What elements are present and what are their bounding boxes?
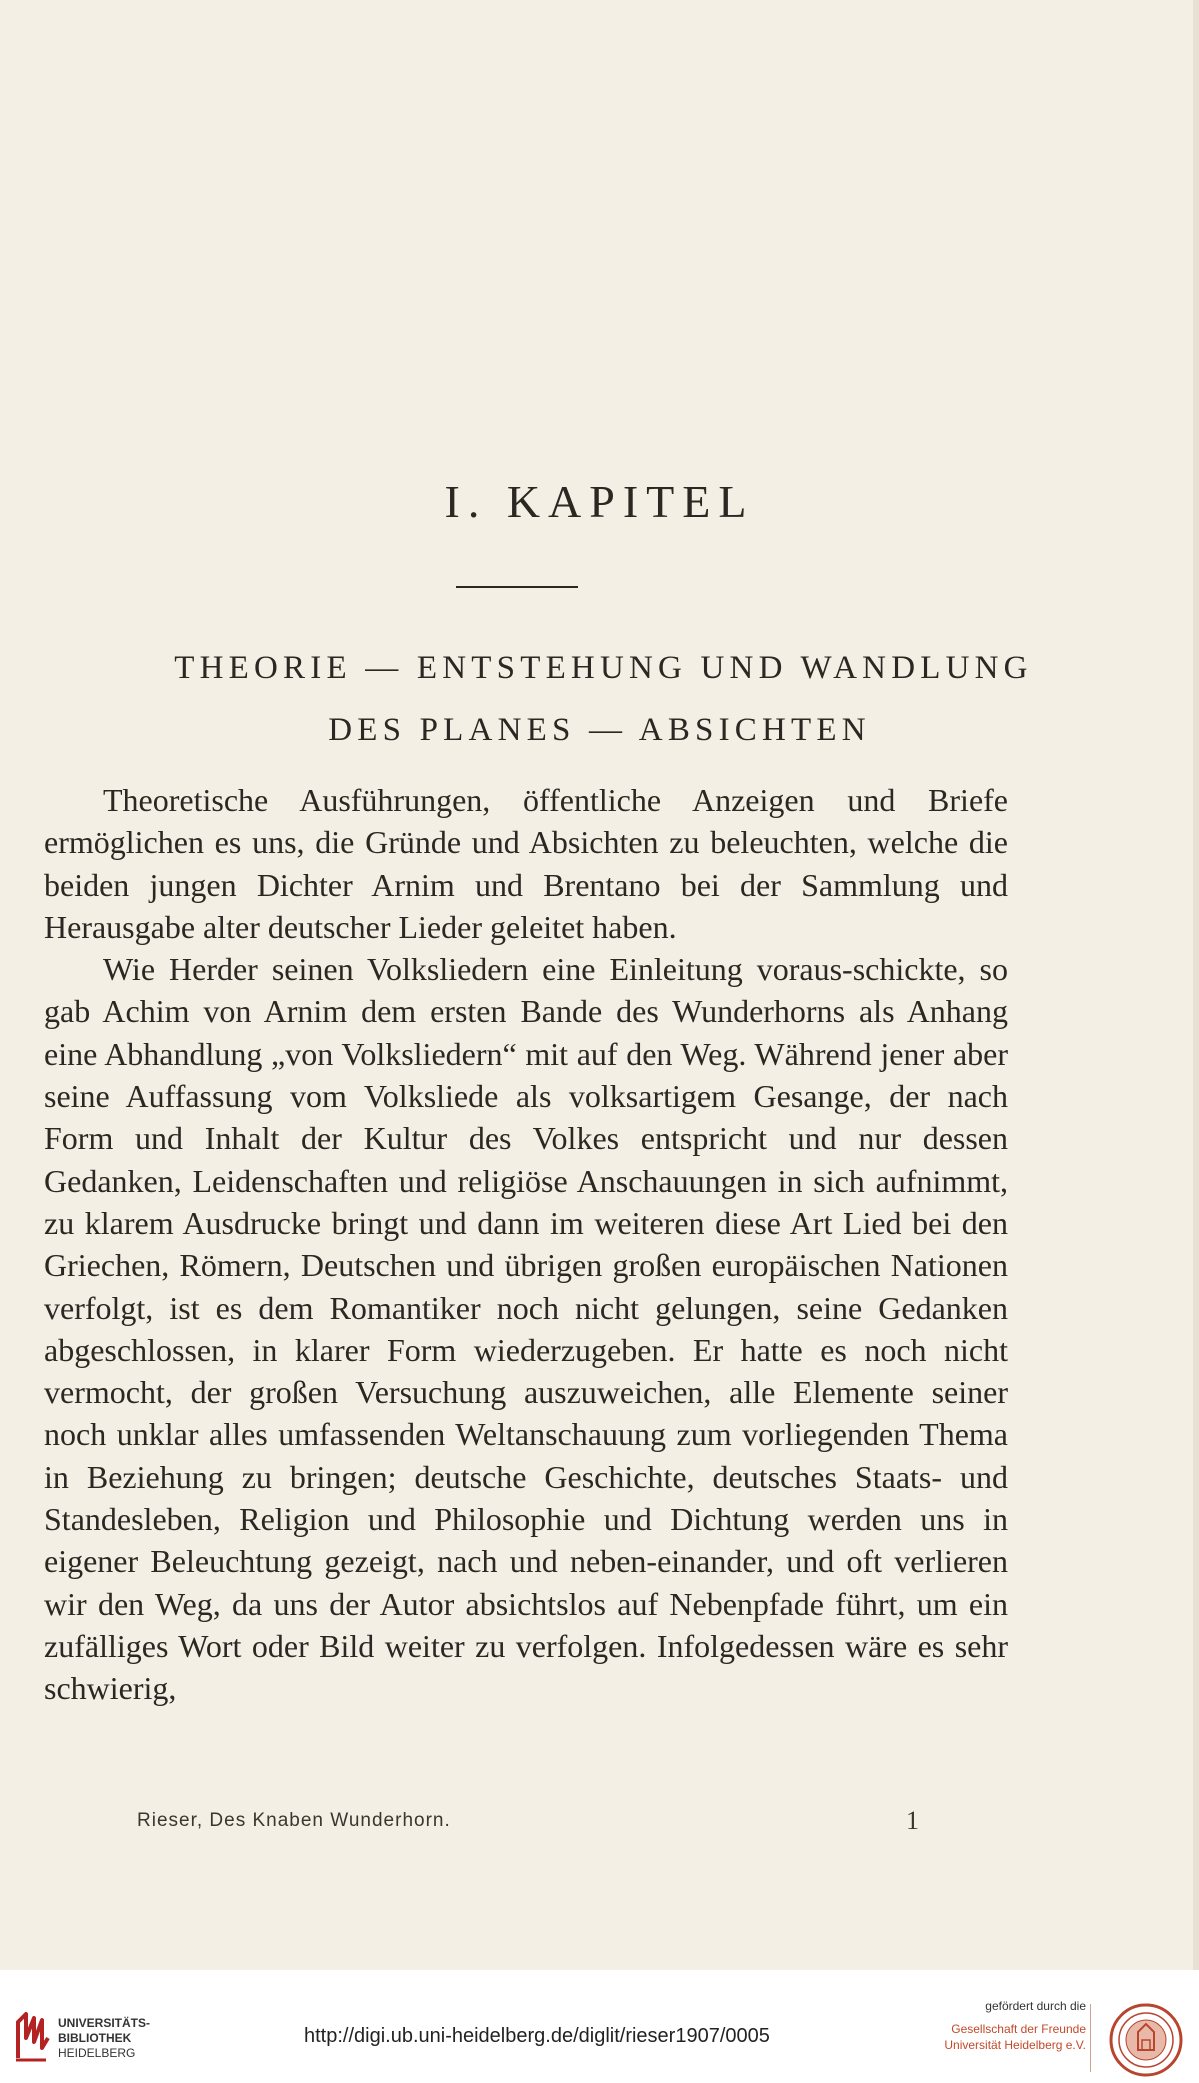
book-signature: Rieser, Des Knaben Wunderhorn.: [137, 1810, 451, 1831]
library-line1: UNIVERSITÄTS-: [58, 2016, 151, 2030]
sponsor-block: [906, 1999, 1086, 2053]
library-line3: HEIDELBERG: [58, 2046, 136, 2060]
permalink-url[interactable]: http://digi.ub.uni-heidelberg.de/diglit/rieser1907/0005: [304, 2025, 770, 2047]
page-number: 1: [906, 1806, 920, 1835]
paragraph-1: Theoretische Ausführungen, öffentliche Anzeigen und Briefe ermöglichen es uns, die Gründe und Absichten zu beleuchten, welche die beiden jungen Dichter Arnim und Brentano bei der Sammlung und Herausgabe alter deutscher Lieder geleitet haben.: [44, 782, 1008, 945]
chapter-subtitle-line1: THEORIE — ENTSTEHUNG UND WANDLUNG: [174, 650, 1033, 686]
sponsor-org-line2: Universität Heidelberg e.V.: [944, 2038, 1086, 2052]
library-logo-icon: [12, 2008, 52, 2064]
sponsor-label: gefördert durch die: [985, 1999, 1086, 2013]
body-text: [44, 779, 1008, 1710]
library-name: [58, 2016, 178, 2061]
library-line2: BIBLIOTHEK: [58, 2031, 132, 2045]
chapter-subtitle-line2: DES PLANES — ABSICHTEN: [328, 712, 871, 748]
paragraph-2: Wie Herder seinen Volksliedern eine Einleitung voraus-schickte, so gab Achim von Arnim dem ersten Bande des Wunderhorns als Anhang eine Abhandlung „von Volksliedern“ mit auf den Weg. Während jener aber seine Auffassung vom Volksliede als volksartigem Gesange, der nach Form und Inhalt der Kultur des Volkes entspricht und nur dessen Gedanken, Leidenschaften und religiöse Anschauungen in sich aufnimmt, zu klarem Ausdrucke bringt und dann im weiteren diese Art Lied bei den Griechen, Römern, Deutschen und übrigen großen europäischen Nationen verfolgt, ist es dem Romantiker noch nicht gelungen, seine Gedanken abgeschlossen, in klarer Form wiederzugeben. Er hatte es noch nicht vermocht, der großen Versuchung auszuweichen, alle Elemente seiner noch unklar alles umfassenden Weltanschauung zum vorliegenden Thema in Beziehung zu bringen; deutsche Geschichte, deutsches Staats- und Standesleben, Religion und Philosophie und Dichtung werden uns in eigener Beleuchtung gezeigt, nach und neben-einander, und oft verlieren wir den Weg, da uns der Autor absichtslos auf Nebenpfade führt, um ein zufälliges Wort oder Bild weiter zu verfolgen. Infolgedessen wäre es sehr schwierig,: [44, 951, 1008, 1707]
sponsor-org-line1: Gesellschaft der Freunde: [951, 2022, 1086, 2036]
chapter-title: I. KAPITEL: [444, 476, 755, 527]
university-seal-icon: [1108, 2002, 1184, 2078]
title-rule: [456, 586, 578, 588]
footer-divider: [1090, 2004, 1091, 2072]
page-footline: [137, 1806, 920, 1835]
